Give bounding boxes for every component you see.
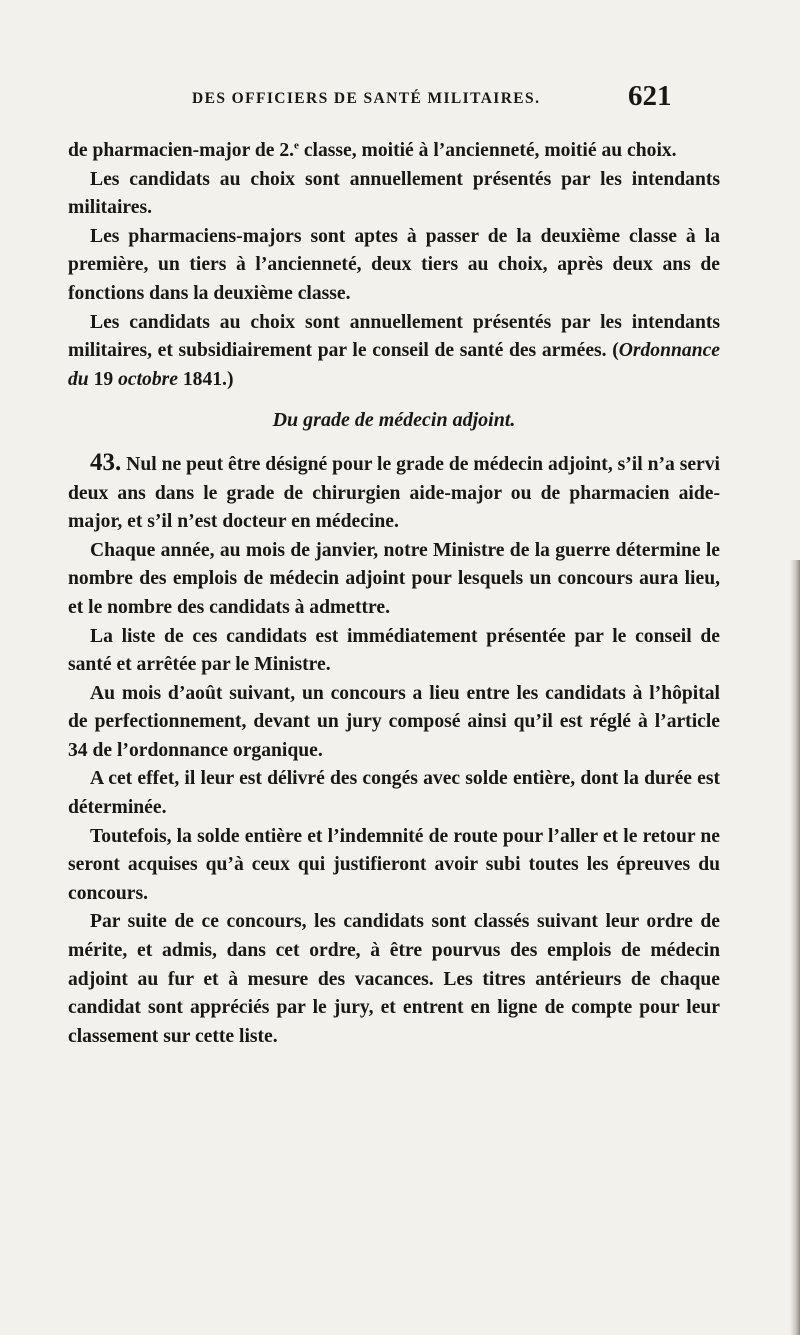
superscript: e [294,139,299,152]
article-paragraph [68,449,720,537]
running-title: DES OFFICIERS DE SANTÉ MILITAIRES. [192,90,541,107]
paragraph [68,137,720,166]
paragraph-text: Les candidats au choix sont annuellement présentés par les intendants militaires, et subsidiairement par le conseil de santé des armées. ( [68,311,720,362]
page-edge-shadow [790,560,800,1335]
paragraph: A cet effet, il leur est délivré des congés avec solde entière, dont la durée est déterminée. [68,768,720,819]
page-header [70,80,780,120]
article-number: 43. [90,448,122,476]
paragraph [68,309,720,395]
paragraph-text: de pharmacien-major de 2. [68,140,295,161]
paragraph: La liste de ces candidats est immédiatement présentée par le conseil de santé et arrêtée par le Ministre. [68,625,720,676]
citation-day: 19 [88,368,119,390]
citation-year: 1841.) [177,368,234,390]
paragraph: Les candidats au choix sont annuellement présentés par les intendants militaires. [68,168,720,219]
page-number: 621 [628,80,672,112]
paragraph: Chaque année, au mois de janvier, notre Ministre de la guerre détermine le nombre des emplois de médecin adjoint pour lesquels un concours aura lieu, et le nombre des candidats à admettre. [68,539,720,618]
paragraph: Toutefois, la solde entière et l’indemnité de route pour l’aller et le retour ne seront acquises qu’à ceux qui justifieront avoir subi toutes les épreuves du concours. [68,825,720,904]
citation: Ordonnance du [68,340,720,390]
paragraph-text: classe, moitié à l’ancienneté, moitié au choix. [298,140,677,161]
section-heading: Du grade de médecin adjoint. [272,409,516,432]
paragraph: Par suite de ce concours, les candidats sont classés suivant leur ordre de mérite, et admis, dans cet ordre, à être pourvus des emplois de médecin adjoint au fur et à mesure des vacances. Les titres antérieurs de chaque candidat sont appréciés par le jury, et entrent en ligne de compte pour leur classement sur cette liste. [68,911,720,1047]
paragraph: Au mois d’août suivant, un concours a lieu entre les candidats à l’hôpital de perfectionnement, devant un jury composé ainsi qu’il est réglé à l’article 34 de l’ordonnance organique. [68,682,720,761]
body-text [68,137,720,1051]
citation-month: octobre [118,368,178,390]
paragraph-text: Nul ne peut être désigné pour le grade de médecin adjoint, s’il n’a servi deux ans dans le grade de chirurgien aide-major ou de pharmacien aide-major, et s’il n’est docteur en médecine. [68,453,720,533]
paragraph: Les pharmaciens-majors sont aptes à passer de la deuxième classe à la première, un tiers à l’ancienneté, deux tiers au choix, après deux ans de fonctions dans la deuxième classe. [68,225,720,304]
